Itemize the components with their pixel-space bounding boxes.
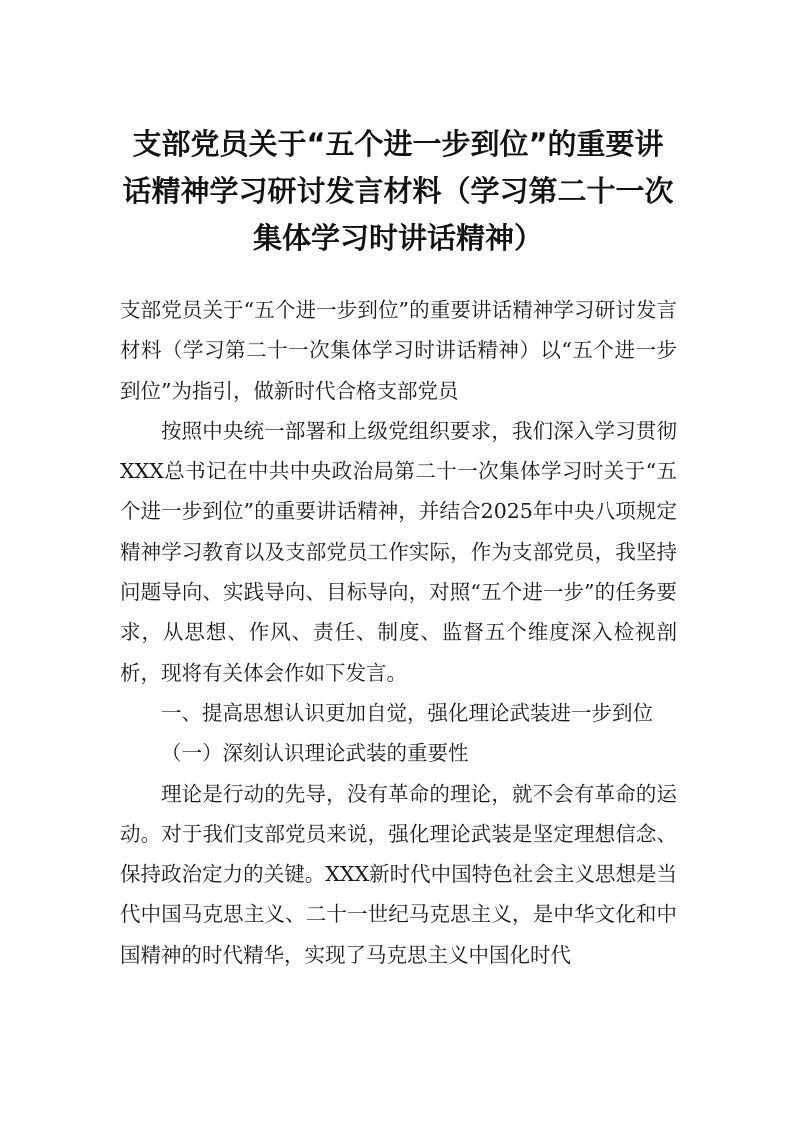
section-heading-1: 一、提高思想认识更加自觉，强化理论武装进一步到位 bbox=[161, 700, 653, 725]
opening-paragraph: 按照中央统一部署和上级党组织要求，我们深入学习贯彻XXX总书记在中共中央政治局第二十一次集体学习时关于“五个进一步到位”的重要讲话精神，并结合2025年中央八项规定精神学习教育以及支部党员工作实际，作为支部党员，我坚持问题导向、实践导向、目标导向，对照“五个进一步”的任务要求，从思想、作风、责任、制度、监督五个维度深入检视剖析，现将有关体会作如下发言。 bbox=[120, 418, 677, 685]
document-body bbox=[120, 290, 677, 975]
document-title: 支部党员关于“五个进一步到位”的重要讲话精神学习研讨发言材料（学习第二十一次集体学习时讲话精神） bbox=[122, 127, 674, 255]
body-paragraph: 理论是行动的先导，没有革命的理论，就不会有革命的运动。对于我们支部党员来说，强化理论武装是坚定理想信念、保持政治定力的关键。XXX新时代中国特色社会主义思想是当代中国马克思主义、二十一世纪马克思主义，是中华文化和中国精神的时代精华，实现了马克思主义中国化时代 bbox=[120, 781, 677, 967]
subsection-heading-1: （一）深刻认识理论武装的重要性 bbox=[161, 741, 469, 766]
intro-paragraph: 支部党员关于“五个进一步到位”的重要讲话精神学习研讨发言材料（学习第二十一次集体学习时讲话精神）以“五个进一步到位”为指引，做新时代合格支部党员 bbox=[120, 298, 677, 403]
